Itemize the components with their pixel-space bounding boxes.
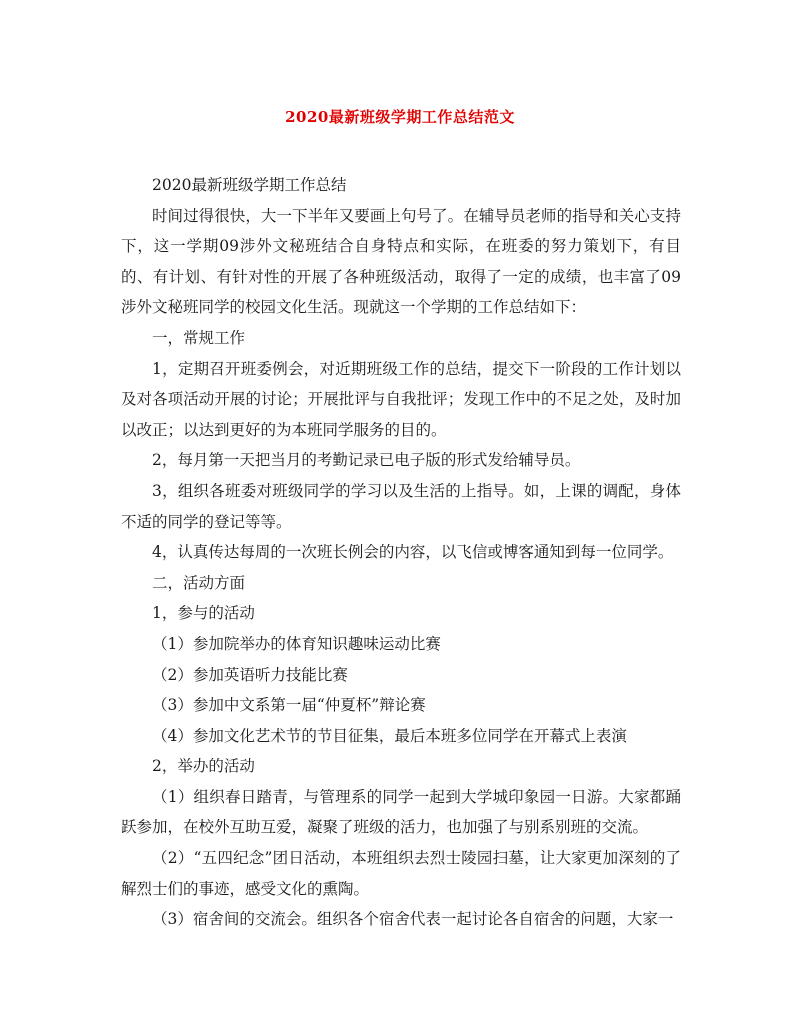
section-heading-activities: 二，活动方面 (152, 573, 246, 592)
intro-paragraph: 时间过得很快，大一下半年又要画上句号了。在辅导员老师的指导和关心支持下，这一学期09涉外文秘班结合自身特点和实际，在班委的努力策划下，有目的、有计划、有针对性的开展了各种班级活动，取得了一定的成绩，也丰富了09涉外文秘班同学的校园文化生活。现就这一个学期的工作总结如下： (121, 206, 681, 317)
participated-item-2: （2）参加英语听力技能比赛 (152, 665, 348, 684)
organized-item-3: （3）宿舍间的交流会。组织各个宿舍代表一起讨论各自宿舍的问题，大家一 (152, 910, 674, 929)
subsection-heading-participated: 1，参与的活动 (152, 604, 255, 623)
routine-item-3: 3，组织各班委对班级同学的学习以及生活的上指导。如，上课的调配，身体不适的同学的登记等等。 (121, 481, 681, 531)
subsection-heading-organized: 2，举办的活动 (152, 757, 255, 776)
routine-item-1: 1，定期召开班委例会，对近期班级工作的总结，提交下一阶段的工作计划以及对各项活动开展的讨论；开展批评与自我批评；发现工作中的不足之处，及时加以改正；以达到更好的为本班同学服务的目的。 (121, 359, 681, 439)
participated-item-1: （1）参加院举办的体育知识趣味运动比赛 (152, 634, 441, 653)
routine-item-2: 2，每月第一天把当月的考勤记录已电子版的形式发给辅导员。 (152, 451, 581, 470)
document-title: 2020最新班级学期工作总结范文 (285, 108, 515, 126)
organized-item-2: （2）“五四纪念”团日活动，本班组织去烈士陵园扫墓，让大家更加深刻的了解烈士们的事迹，感受文化的熏陶。 (121, 849, 681, 898)
participated-item-4: （4）参加文化艺术节的节目征集，最后本班多位同学在开幕式上表演 (152, 726, 627, 745)
organized-item-1: （1）组织春日踏青，与管理系的同学一起到大学城印象园一日游。大家都踊跃参加，在校外互助互爱，凝聚了班级的活力，也加强了与别系别班的交流。 (121, 787, 681, 837)
document-body (121, 170, 681, 935)
subtitle-paragraph: 2020最新班级学期工作总结 (152, 176, 347, 194)
participated-item-3: （3）参加中文系第一届“仲夏杯”辩论赛 (152, 696, 426, 715)
section-heading-routine-work: 一，常规工作 (152, 328, 246, 347)
routine-item-4: 4，认真传达每周的一次班长例会的内容，以飞信或博客通知到每一位同学。 (152, 543, 674, 562)
